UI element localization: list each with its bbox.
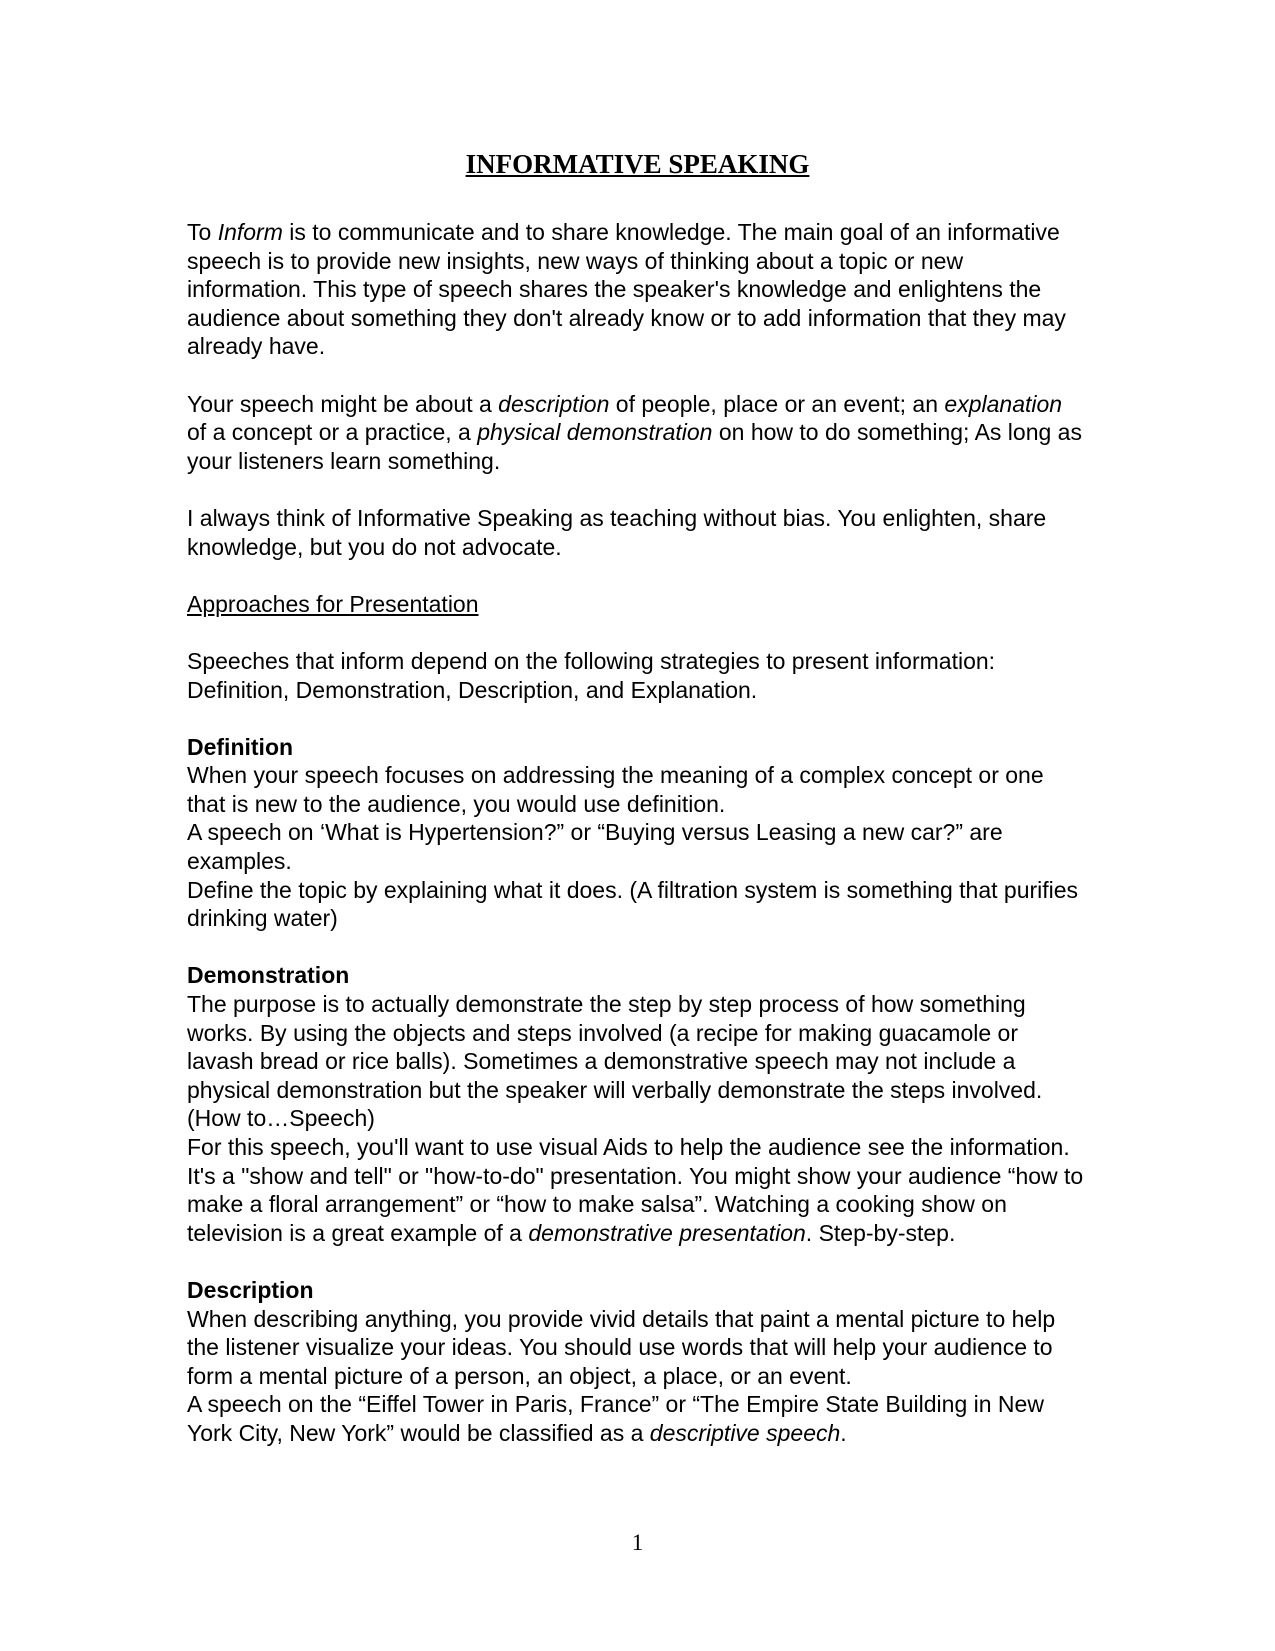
emphasis-explanation: explanation [944, 390, 1063, 417]
document-body [187, 218, 1087, 1448]
demonstration-heading: Demonstration [187, 962, 350, 989]
demonstration-paragraph-1: The purpose is to actually demonstrate the step by step process of how something works. By using the objects and steps involved (a recipe for making guacamole or lavash bread or rice balls). Sometimes a demonstrative speech may not include a physical demonstration but the speaker will verbally demonstrate the steps involved. (How to…Speech) [187, 991, 1043, 1132]
page-title: INFORMATIVE SPEAKING [465, 149, 810, 179]
definition-paragraph-2: A speech on ‘What is Hypertension?” or “Buying versus Leasing a new car?” are examples. [187, 819, 1003, 875]
text-run: For this speech, you'll want to use visual Aids to help the audience see the information. It's a "show and tell" or "how-to-do" presentation. You might show your audience “how to make a floral arrangement” or “how to make salsa”. Watching a cooking show on television is a great example of a [187, 1134, 1084, 1246]
text-run: . Step-by-step. [805, 1219, 956, 1246]
intro-paragraph-1 [187, 218, 1087, 361]
demonstration-paragraph-2 [187, 1133, 1087, 1247]
description-heading: Description [187, 1276, 314, 1303]
text-run: of people, place or an event; an [609, 390, 945, 417]
text-run: Your speech might be about a [187, 390, 499, 417]
intro-paragraph-3: I always think of Informative Speaking as teaching without bias. You enlighten, share knowledge, but you do not advocate. [187, 504, 1047, 560]
text-run: To [187, 219, 218, 245]
approaches-heading: Approaches for Presentation [187, 590, 479, 617]
intro-paragraph-2 [187, 390, 1087, 476]
emphasis-descriptive-speech: descriptive speech [649, 1419, 841, 1446]
text-run: of a concept or a practice, a [187, 419, 478, 446]
text-run: is to communicate and to share knowledge. The main goal of an informative speech is to provide new insights, new ways of thinking about a topic or new information. This type of speech shares the speaker's knowledge and enlightens the audience about something they don't already know or to add information that they may already have. [187, 219, 1066, 360]
emphasis-inform: Inform [217, 219, 283, 245]
page-number: 1 [631, 1530, 644, 1555]
definition-heading: Definition [187, 733, 294, 760]
definition-paragraph-1: When your speech focuses on addressing the meaning of a complex concept or one that is new to the audience, you would use definition. [187, 762, 1044, 817]
text-run: . [840, 1419, 847, 1446]
definition-paragraph-3: Define the topic by explaining what it does. (A filtration system is something that purifies drinking water) [187, 876, 1079, 932]
text-run: A speech on the “Eiffel Tower in Paris, France” or “The Empire State Building in New York City, New York” would be classified as a [187, 1391, 1044, 1446]
emphasis-demonstrative-presentation: demonstrative presentation [528, 1219, 806, 1246]
emphasis-description: description [498, 390, 610, 417]
description-paragraph-1: When describing anything, you provide vivid details that paint a mental picture to help the listener visualize your ideas. You should use words that will help your audience to form a mental picture of a person, an object, a place, or an event. [187, 1305, 1056, 1389]
text-run: on how to do something; As long as your listeners learn something. [187, 419, 1082, 474]
description-paragraph-2 [187, 1390, 1087, 1447]
approaches-paragraph: Speeches that inform depend on the following strategies to present information: Definition, Demonstration, Description, and Explanation. [187, 647, 996, 703]
emphasis-physical-demonstration: physical demonstration [477, 419, 713, 446]
